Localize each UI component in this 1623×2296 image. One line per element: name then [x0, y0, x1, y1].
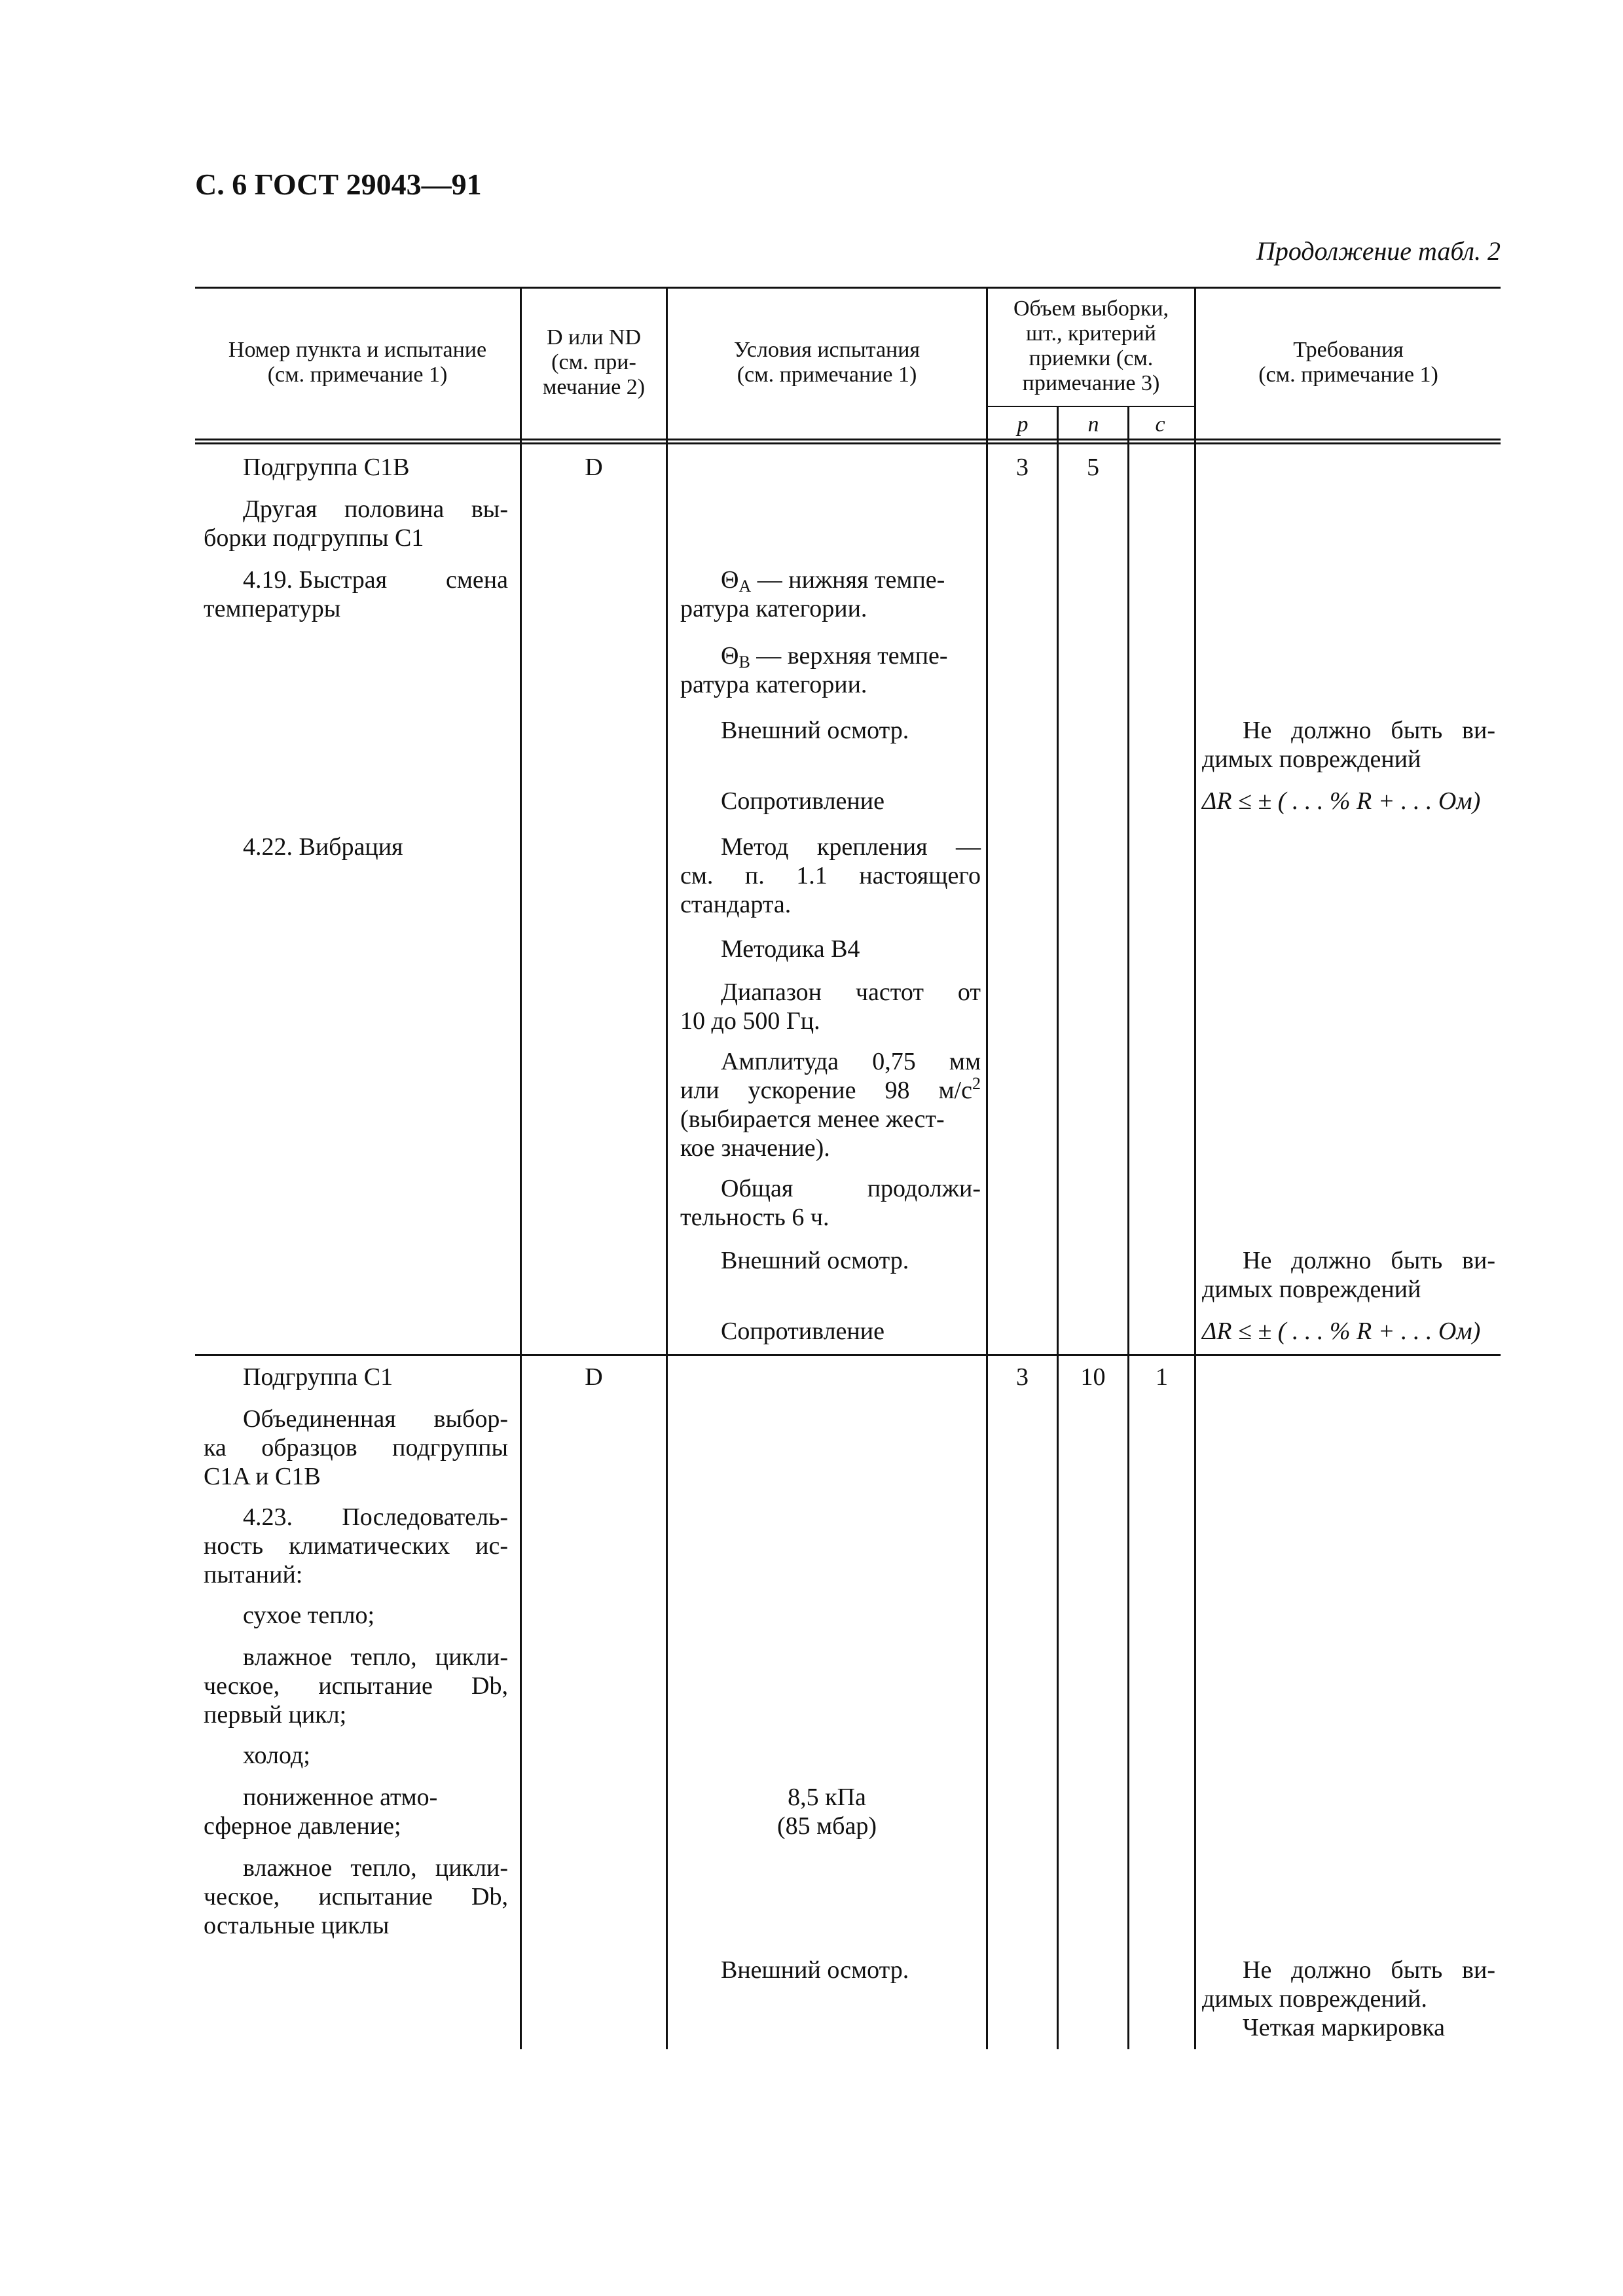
condition-low-pressure-value: 8,5 кПа (85 мбар) [776, 1784, 877, 1840]
condition-visual-inspection-3: Внешний осмотр. [721, 1956, 909, 1984]
condition-resistance-2: Сопротивление [721, 1318, 884, 1345]
condition-visual-inspection-1: Внешний осмотр. [721, 717, 909, 744]
col-divider-4 [1057, 406, 1059, 2049]
header-p: p [1017, 412, 1029, 437]
climatic-damp-heat-first-cycle: влажное тепло, цикли- ческое, испытание Db, первый цикл; [204, 1643, 508, 1729]
subgroup-c1b-p: 3 [1016, 454, 1029, 481]
header-d-nd: D или ND (см. при- мечание 2) [542, 325, 646, 399]
condition-theta-a: $\Theta_A$ — нижняя темпе- ратура категории. [680, 566, 945, 622]
page-header: С. 6 ГОСТ 29043—91 [195, 168, 482, 201]
section-divider-rule [195, 1354, 1501, 1356]
requirement-no-damage-2: Не должно быть ви- димых повреждений [1202, 1247, 1495, 1303]
header-sample-size: Объем выборки, шт., критерий приемки (см. примечание 3) [1013, 296, 1169, 395]
table-top-rule [195, 287, 1501, 289]
climatic-cold: холод; [243, 1742, 310, 1769]
condition-total-duration: Общая продолжи- тельность 6 ч. [680, 1175, 981, 1231]
condition-resistance-1: Сопротивление [721, 787, 884, 815]
table-continuation-label: Продолжение табл. 2 [1256, 236, 1501, 266]
header-n: n [1087, 412, 1099, 437]
header-test-item: Номер пункта и испытание (см. примечание 1) [228, 338, 487, 387]
climatic-low-pressure: пониженное атмо- сферное давление; [204, 1784, 438, 1840]
col-divider-1 [520, 287, 522, 2049]
condition-mounting-method: Метод крепления — см. п. 1.1 настоящего стандарта. [680, 833, 981, 918]
header-bottom-rule-2 [195, 442, 1501, 444]
requirement-resistance-2: ΔR ≤ ± ( . . . % R + . . . Ом) [1202, 1318, 1481, 1345]
condition-frequency-range: Диапазон частот от 10 до 500 Гц. [680, 978, 981, 1035]
requirement-resistance-1: ΔR ≤ ± ( . . . % R + . . . Ом) [1202, 787, 1481, 815]
test-4-19-rapid-temperature-change: 4.19. Быстрая смена температуры [204, 566, 508, 622]
subgroup-c1-combined-sample: Объединенная выбор- ка образцов подгруппы C1A и C1B [204, 1405, 508, 1490]
subgroup-c1-title: Подгруппа C1 [243, 1363, 393, 1391]
condition-amplitude: Амплитуда 0,75 мм или ускорение 98 $м/с^2$ (выбирается менее жест- кое значение). [680, 1048, 981, 1162]
subgroup-c1b-title: Подгруппа C1B [243, 454, 410, 481]
requirement-no-damage-1: Не должно быть ви- димых повреждений [1202, 717, 1495, 773]
col-divider-5 [1127, 406, 1129, 2049]
condition-theta-b: $\Theta_B$ — верхняя темпе- ратура категории. [680, 642, 948, 698]
subgroup-c1-c: 1 [1156, 1363, 1168, 1391]
sample-subheader-rule [986, 406, 1194, 407]
header-c: c [1155, 412, 1165, 437]
climatic-dry-heat: сухое тепло; [243, 1602, 375, 1629]
subgroup-c1b-sample: Другая половина вы- борки подгруппы C1 [204, 495, 508, 552]
requirement-no-damage-marking: Не должно быть ви- димых повреждений. Четкая маркировка [1202, 1956, 1495, 2041]
col-divider-3 [986, 287, 988, 2049]
subgroup-c1b-d: D [585, 454, 603, 481]
test-4-23-climatic-sequence: 4.23. Последователь- ность климатических ис- пытаний: [204, 1503, 508, 1588]
header-bottom-rule [195, 439, 1501, 440]
header-requirements: Требования (см. примечание 1) [1258, 338, 1438, 387]
header-test-conditions: Условия испытания (см. примечание 1) [733, 338, 921, 387]
test-4-22-vibration: 4.22. Вибрация [243, 833, 403, 861]
subgroup-c1-d: D [585, 1363, 603, 1391]
climatic-damp-heat-remaining-cycles: влажное тепло, цикли- ческое, испытание Db, остальные циклы [204, 1854, 508, 1939]
subgroup-c1-p: 3 [1016, 1363, 1029, 1391]
condition-method-b4: Методика B4 [721, 935, 860, 963]
subgroup-c1b-n: 5 [1087, 454, 1099, 481]
condition-visual-inspection-2: Внешний осмотр. [721, 1247, 909, 1274]
col-divider-6 [1194, 287, 1196, 2049]
subgroup-c1-n: 10 [1080, 1363, 1106, 1391]
